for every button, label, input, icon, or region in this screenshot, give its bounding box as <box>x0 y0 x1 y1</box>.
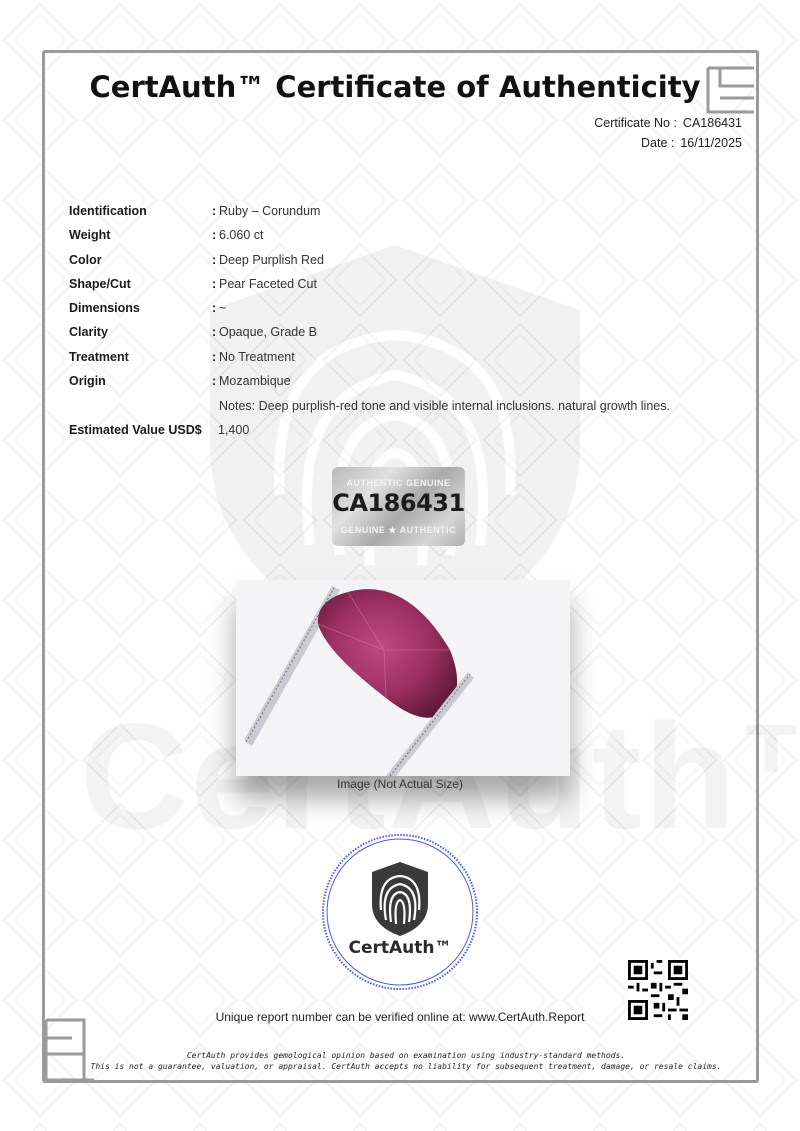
certificate-date-label: Date : <box>641 136 675 150</box>
verification-note: Unique report number can be verified online at: www.CertAuth.Report <box>215 1010 585 1024</box>
corner-ornament-bottom-left <box>44 1018 96 1082</box>
hologram-bottom-text: GENUINE ★ AUTHENTIC <box>340 525 457 535</box>
certificate-number-value: CA186431 <box>682 116 742 130</box>
detail-value: 6.060 ct <box>219 228 264 243</box>
hologram-sticker <box>332 467 465 546</box>
detail-value: Ruby – Corundum <box>219 204 321 218</box>
certificate-date-value: 16/11/2025 <box>680 136 742 150</box>
detail-value: Mozambique <box>219 374 291 389</box>
certificate-number-label: Certificate No : <box>594 116 677 130</box>
hologram-code: CA186431 <box>332 489 465 517</box>
seal-brand-text: CertAuth™ <box>348 938 452 958</box>
detail-label: Shape/Cut <box>69 276 131 291</box>
detail-value: ~ <box>219 301 227 316</box>
estimated-value-amount: 1,400 <box>218 423 250 437</box>
detail-separator: : <box>212 374 217 389</box>
detail-label: Dimensions <box>69 301 140 316</box>
hologram-top-text: AUTHENTIC GENUINE <box>346 478 451 488</box>
gem-image <box>236 580 570 776</box>
detail-label: Origin <box>69 374 106 389</box>
detail-label: Clarity <box>69 325 108 340</box>
detail-separator: : <box>212 228 217 243</box>
detail-separator: : <box>212 325 217 340</box>
detail-value: Opaque, Grade B <box>219 325 317 340</box>
detail-value: No Treatment <box>219 349 295 364</box>
disclaimer-line: This is not a guarantee, valuation, or appraisal. CertAuth accepts no liability for subsequent treatment, damage, or resale claims. <box>90 1062 722 1071</box>
detail-label: Weight <box>69 228 111 243</box>
estimated-value-label: Estimated Value USD$ <box>69 423 202 437</box>
detail-separator: : <box>212 349 217 364</box>
detail-separator: : <box>212 301 217 316</box>
estimated-value <box>69 423 250 437</box>
certauth-seal <box>320 832 480 992</box>
gem-notes: Notes: Deep purplish-red tone and visible internal inclusions. natural growth lines. <box>219 399 670 413</box>
detail-value: Pear Faceted Cut <box>219 276 317 291</box>
certificate-date <box>641 136 742 150</box>
detail-label: Color <box>69 252 102 267</box>
detail-separator: : <box>212 276 217 291</box>
page-title: CertAuth™ Certificate of Authenticity <box>89 70 701 104</box>
detail-separator: : <box>212 252 217 267</box>
detail-label: Treatment <box>69 349 129 364</box>
disclaimer-line: CertAuth provides gemological opinion based on examination using industry-standard methods. <box>186 1051 626 1060</box>
detail-separator: : <box>212 204 217 218</box>
image-caption: Image (Not Actual Size) <box>336 777 464 791</box>
gem-photo <box>236 580 570 776</box>
detail-label: Identification <box>69 204 147 218</box>
certificate-number <box>594 116 742 130</box>
detail-value: Deep Purplish Red <box>219 252 324 267</box>
